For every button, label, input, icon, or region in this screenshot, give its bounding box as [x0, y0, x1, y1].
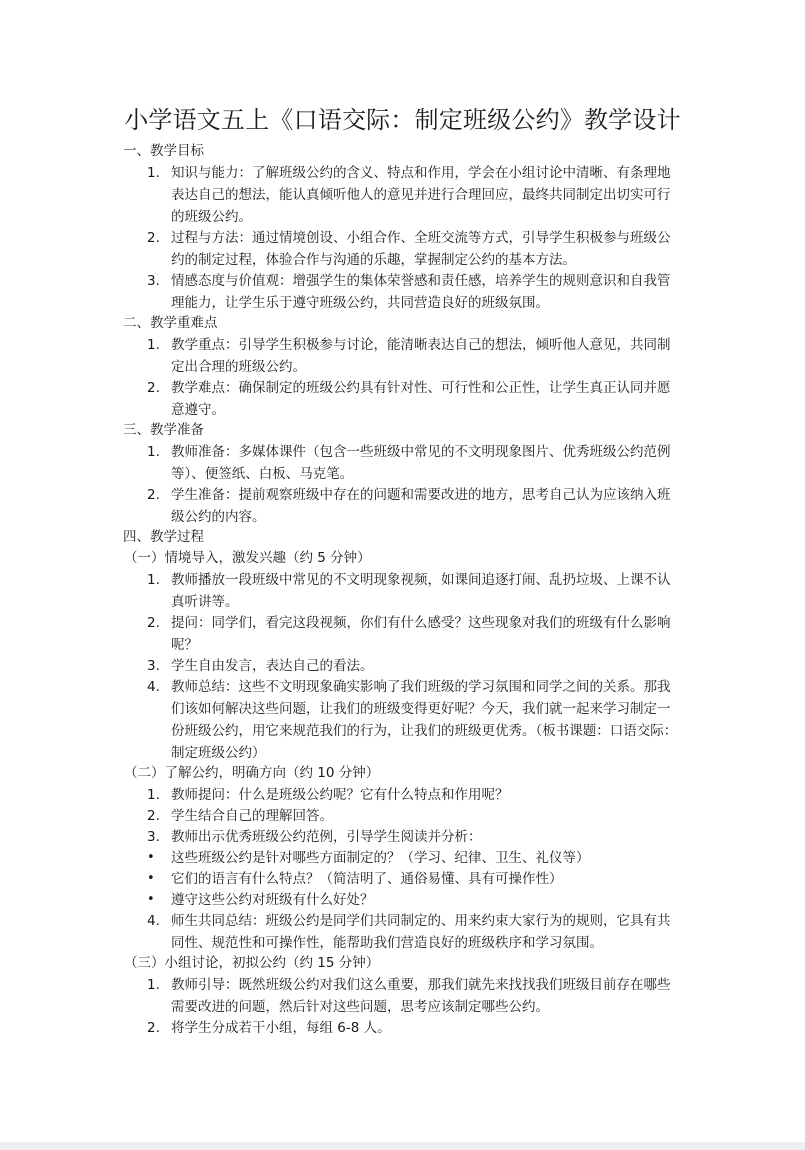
list-item [0, 569, 683, 613]
list-item [0, 784, 683, 806]
list-marker: 3. [147, 658, 160, 674]
list-marker: 1. [147, 977, 160, 993]
list-item-text: 教师引导：既然班级公约对我们这么重要，那我们就先来找找我们班级目前存在哪些需要改进的问题，然后针对这些问题，思考应该制定哪些公约。 [171, 977, 671, 1015]
list-marker: 2. [147, 230, 160, 246]
list-item [0, 227, 683, 271]
list-item-text: 情感态度与价值观：增强学生的集体荣誉感和责任感，培养学生的规则意识和自我管理能力，让学生乐于遵守班级公约，共同营造良好的班级氛围。 [171, 273, 671, 311]
list-marker: 4. [147, 913, 160, 929]
list-item [0, 805, 683, 827]
list-item [0, 676, 683, 764]
section-heading-process: 四、教学过程 [123, 529, 204, 545]
list-item-text: 师生共同总结：班级公约是同学们共同制定的、用来约束大家行为的规则，它具有共同性、规范性和可操作性，能帮助我们营造良好的班级秩序和学习氛围。 [171, 913, 671, 951]
list-marker: 2. [147, 615, 160, 631]
list-item-text: 教师提问：什么是班级公约呢？它有什么特点和作用呢？ [171, 787, 509, 803]
list-item [0, 484, 683, 528]
bullet-marker: • [147, 850, 155, 865]
list-item-text: 教师准备：多媒体课件（包含一些班级中常见的不文明现象图片、优秀班级公约范例等）、便签纸、白板、马克笔。 [171, 444, 671, 482]
list-item [0, 655, 683, 677]
list-item-text: 学生准备：提前观察班级中存在的问题和需要改进的地方，思考自己认为应该纳入班级公约的内容。 [171, 487, 671, 525]
list-item [0, 270, 683, 314]
list-item-text: 过程与方法：通过情境创设、小组合作、全班交流等方式，引导学生积极参与班级公约的制定过程，体验合作与沟通的乐趣，掌握制定公约的基本方法。 [171, 230, 671, 268]
list-item [0, 910, 683, 954]
list-item-text: 教师总结：这些不文明现象确实影响了我们班级的学习氛围和同学之间的关系。那我们该如何解决这些问题，让我们的班级变得更好呢？今天，我们就一起来学习制定一份班级公约，用它来规范我们的行为，让我们的班级更优秀。（板书课题：口语交际：制定班级公约） [171, 679, 678, 761]
document-content [0, 103, 805, 1038]
list-item [0, 377, 683, 421]
list-item-text: 学生结合自己的理解回答。 [171, 808, 333, 824]
section-heading-key-points: 二、教学重难点 [123, 315, 218, 331]
list-item [0, 612, 683, 656]
list-marker: 2. [147, 808, 160, 824]
list-marker: 2. [147, 380, 160, 396]
list-marker: 2. [147, 1020, 160, 1036]
list-marker: 3. [147, 273, 160, 289]
list-item [0, 334, 683, 378]
list-item-text: 遵守这些公约对班级有什么好处？ [171, 892, 374, 908]
list-item [0, 974, 683, 1018]
list-item-text: 教学重点：引导学生积极参与讨论，能清晰表达自己的想法，倾听他人意见，共同制定出合理的班级公约。 [171, 337, 671, 375]
bullet-item [0, 847, 683, 869]
list-item-text: 教师播放一段班级中常见的不文明现象视频，如课间追逐打闹、乱扔垃圾、上课不认真听讲等。 [171, 572, 671, 610]
list-marker: 1. [147, 787, 160, 803]
list-item [0, 1017, 683, 1039]
list-item-text: 将学生分成若干小组，每组 6-8 人。 [171, 1020, 391, 1036]
list-item-text: 提问：同学们，看完这段视频，你们有什么感受？这些现象对我们的班级有什么影响呢？ [171, 615, 671, 653]
subsection-heading-understand: （二）了解公约，明确方向（约 10 分钟） [124, 765, 380, 781]
list-marker: 1. [147, 165, 160, 181]
section-heading-preparation: 三、教学准备 [123, 422, 204, 438]
list-item-text: 这些班级公约是针对哪些方面制定的？（学习、纪律、卫生、礼仪等） [171, 850, 590, 866]
list-marker: 1. [147, 337, 160, 353]
bullet-item [0, 868, 683, 890]
list-item [0, 826, 683, 848]
list-item [0, 441, 683, 485]
list-item [0, 162, 683, 228]
list-item-text: 教师出示优秀班级公约范例，引导学生阅读并分析： [171, 829, 482, 845]
section-heading-objectives: 一、教学目标 [123, 143, 204, 159]
bullet-marker: • [147, 892, 155, 907]
list-item-text: 教学难点：确保制定的班级公约具有针对性、可行性和公正性，让学生真正认同并愿意遵守。 [171, 380, 671, 418]
list-marker: 1. [147, 572, 160, 588]
list-marker: 4. [147, 679, 160, 695]
bullet-marker: • [147, 871, 155, 886]
list-marker: 1. [147, 444, 160, 460]
list-item-text: 知识与能力：了解班级公约的含义、特点和作用，学会在小组讨论中清晰、有条理地表达自己的想法，能认真倾听他人的意见并进行合理回应，最终共同制定出切实可行的班级公约。 [171, 165, 671, 225]
subsection-heading-group-discussion: （三）小组讨论，初拟公约（约 15 分钟） [124, 955, 380, 971]
list-marker: 2. [147, 487, 160, 503]
list-item-text: 它们的语言有什么特点？（简洁明了、通俗易懂、具有可操作性） [171, 871, 563, 887]
list-marker: 3. [147, 829, 160, 845]
list-item-text: 学生自由发言，表达自己的看法。 [171, 658, 374, 674]
document-title: 小学语文五上《口语交际：制定班级公约》教学设计 [124, 106, 681, 134]
subsection-heading-intro: （一）情境导入，激发兴趣（约 5 分钟） [124, 550, 371, 566]
bullet-item [0, 889, 683, 911]
